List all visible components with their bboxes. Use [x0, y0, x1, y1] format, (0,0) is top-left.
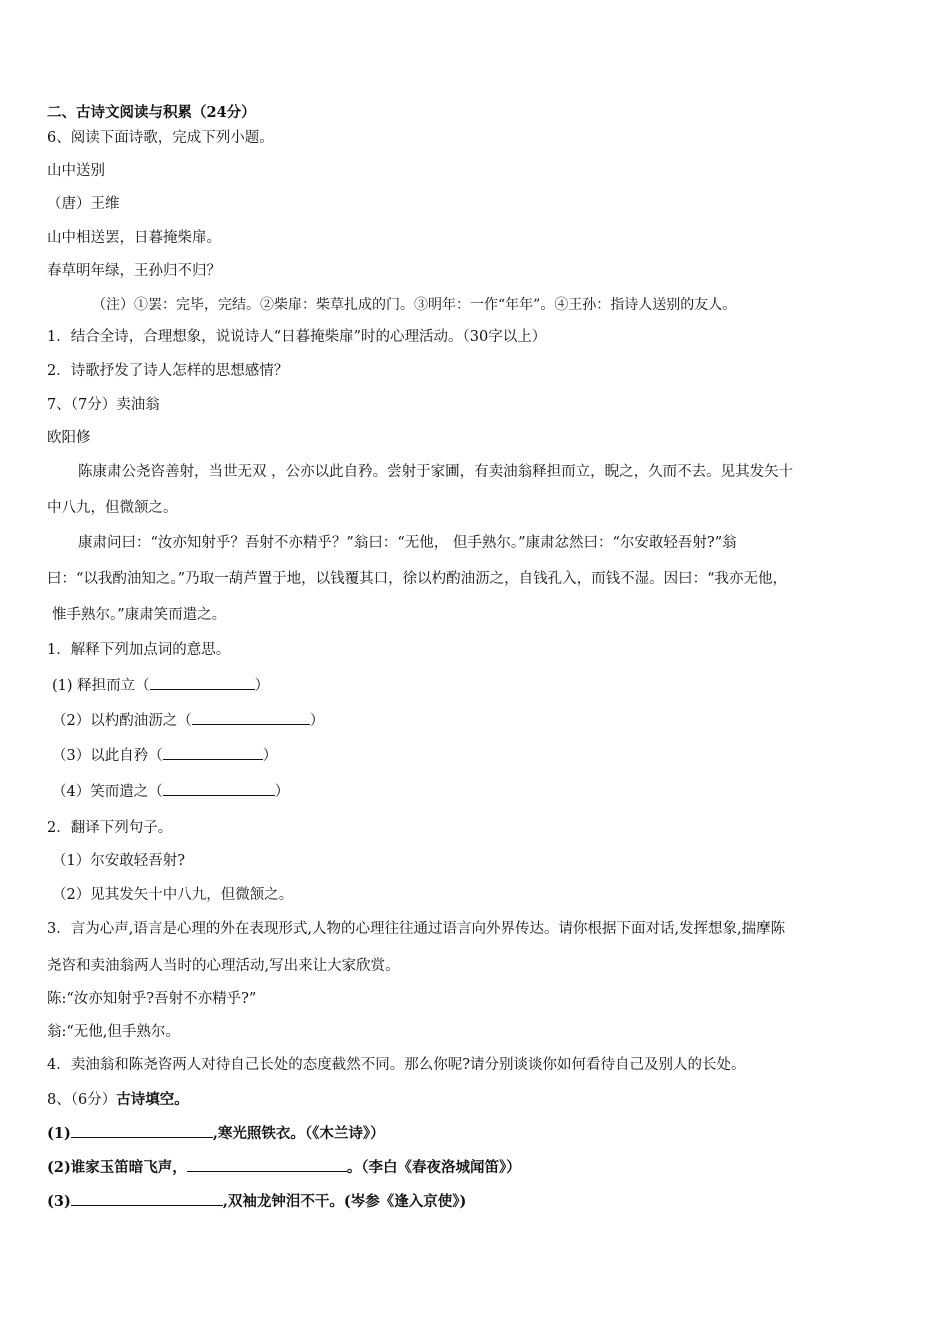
- poem-title: 山中送别: [47, 163, 105, 179]
- q7-sub3-line1: 3．言为心声,语言是心理的外在表现形式,人物的心理往往通过语言向外界传达。请你根据下面对话,发挥想象,揣摩陈: [47, 921, 786, 937]
- answer-blank[interactable]: [150, 675, 255, 690]
- dialog-weng: 翁:“无他,但手熟尔。: [47, 1024, 180, 1040]
- q6-intro: 6、阅读下面诗歌，完成下列小题。: [47, 130, 274, 146]
- poem-line-1: 山中相送罢，日暮掩柴扉。: [47, 230, 221, 246]
- answer-blank[interactable]: [192, 710, 310, 725]
- q7-sub3-line2: 尧咨和卖油翁两人当时的心理活动,写出来让大家欣赏。: [47, 958, 400, 974]
- q7-title: 7、（7分）卖油翁: [47, 397, 160, 413]
- translate-item-1: （1）尔安敢轻吾射?: [52, 853, 185, 869]
- answer-blank[interactable]: [163, 745, 263, 760]
- q6-sub1: 1．结合全诗，合理想象，说说诗人“日暮掩柴扉”时的心理活动。（30字以上）: [47, 329, 547, 345]
- explain-item-3: （3）以此自矜（ ）: [52, 745, 277, 766]
- passage-para2-line1: 康肃问曰：“汝亦知射乎？吾射不亦精乎？”翁曰：“无他， 但手熟尔。”康肃忿然曰：“尔安敢轻吾射?”翁: [78, 535, 737, 551]
- answer-blank[interactable]: [163, 781, 275, 796]
- poem-author: （唐）王维: [47, 196, 120, 212]
- answer-blank[interactable]: [71, 1191, 223, 1206]
- q7-sub4: 4．卖油翁和陈尧咨两人对待自己长处的态度截然不同。那么你呢?请分别谈谈你如何看待自己及别人的长处。: [47, 1057, 746, 1073]
- fill-item-2: (2)谁家玉笛暗飞声， 。（李白《春夜洛城闻笛》）: [47, 1159, 521, 1176]
- explain-item-2: （2）以杓酌油沥之（ ）: [52, 710, 324, 731]
- passage-para2-line2: 曰：“以我酌油知之。”乃取一葫芦置于地，以钱覆其口，徐以杓酌油沥之，自钱孔入，而钱不湿。因曰：“我亦无他，: [47, 571, 787, 587]
- passage-para1-line1: 陈康肃公尧咨善射，当世无双 ，公亦以此自矜。尝射于家圃，有卖油翁释担而立，睨之，久而不去。见其发矢十: [78, 464, 794, 480]
- explain-item-1: (1) 释担而立（ ）: [52, 675, 269, 696]
- fill-item-3: (3) ,双袖龙钟泪不干。(岑参《逢入京使》): [47, 1193, 467, 1210]
- q7-author: 欧阳修: [47, 430, 91, 446]
- passage-para2-line3: 惟手熟尔。”康肃笑而遣之。: [52, 607, 227, 623]
- translate-item-2: （2）见其发矢十中八九，但微颔之。: [52, 887, 294, 903]
- q8-title: 8、（6分）古诗填空。: [47, 1091, 189, 1108]
- section-heading: 二、古诗文阅读与积累（24分）: [47, 104, 256, 121]
- q7-sub2: 2．翻译下列句子。: [47, 820, 173, 836]
- dialog-chen: 陈:“汝亦知射乎?吾射不亦精乎?”: [47, 991, 257, 1007]
- q7-sub1: 1．解释下列加点词的意思。: [47, 642, 231, 658]
- explain-item-4: （4）笑而遣之（ ）: [52, 781, 289, 802]
- answer-blank[interactable]: [187, 1157, 347, 1172]
- passage-para1-line2: 中八九，但微颔之。: [47, 500, 178, 516]
- poem-note: （注）①罢：完毕，完结。②柴扉：柴草扎成的门。③明年：一作“年年”。④王孙：指诗人送别的友人。: [92, 297, 737, 313]
- q6-sub2: 2．诗歌抒发了诗人怎样的思想感情？: [47, 363, 289, 379]
- fill-item-1: (1) ,寒光照铁衣。（《木兰诗》）: [47, 1125, 385, 1142]
- poem-line-2: 春草明年绿，王孙归不归？: [47, 263, 221, 279]
- answer-blank[interactable]: [71, 1123, 213, 1138]
